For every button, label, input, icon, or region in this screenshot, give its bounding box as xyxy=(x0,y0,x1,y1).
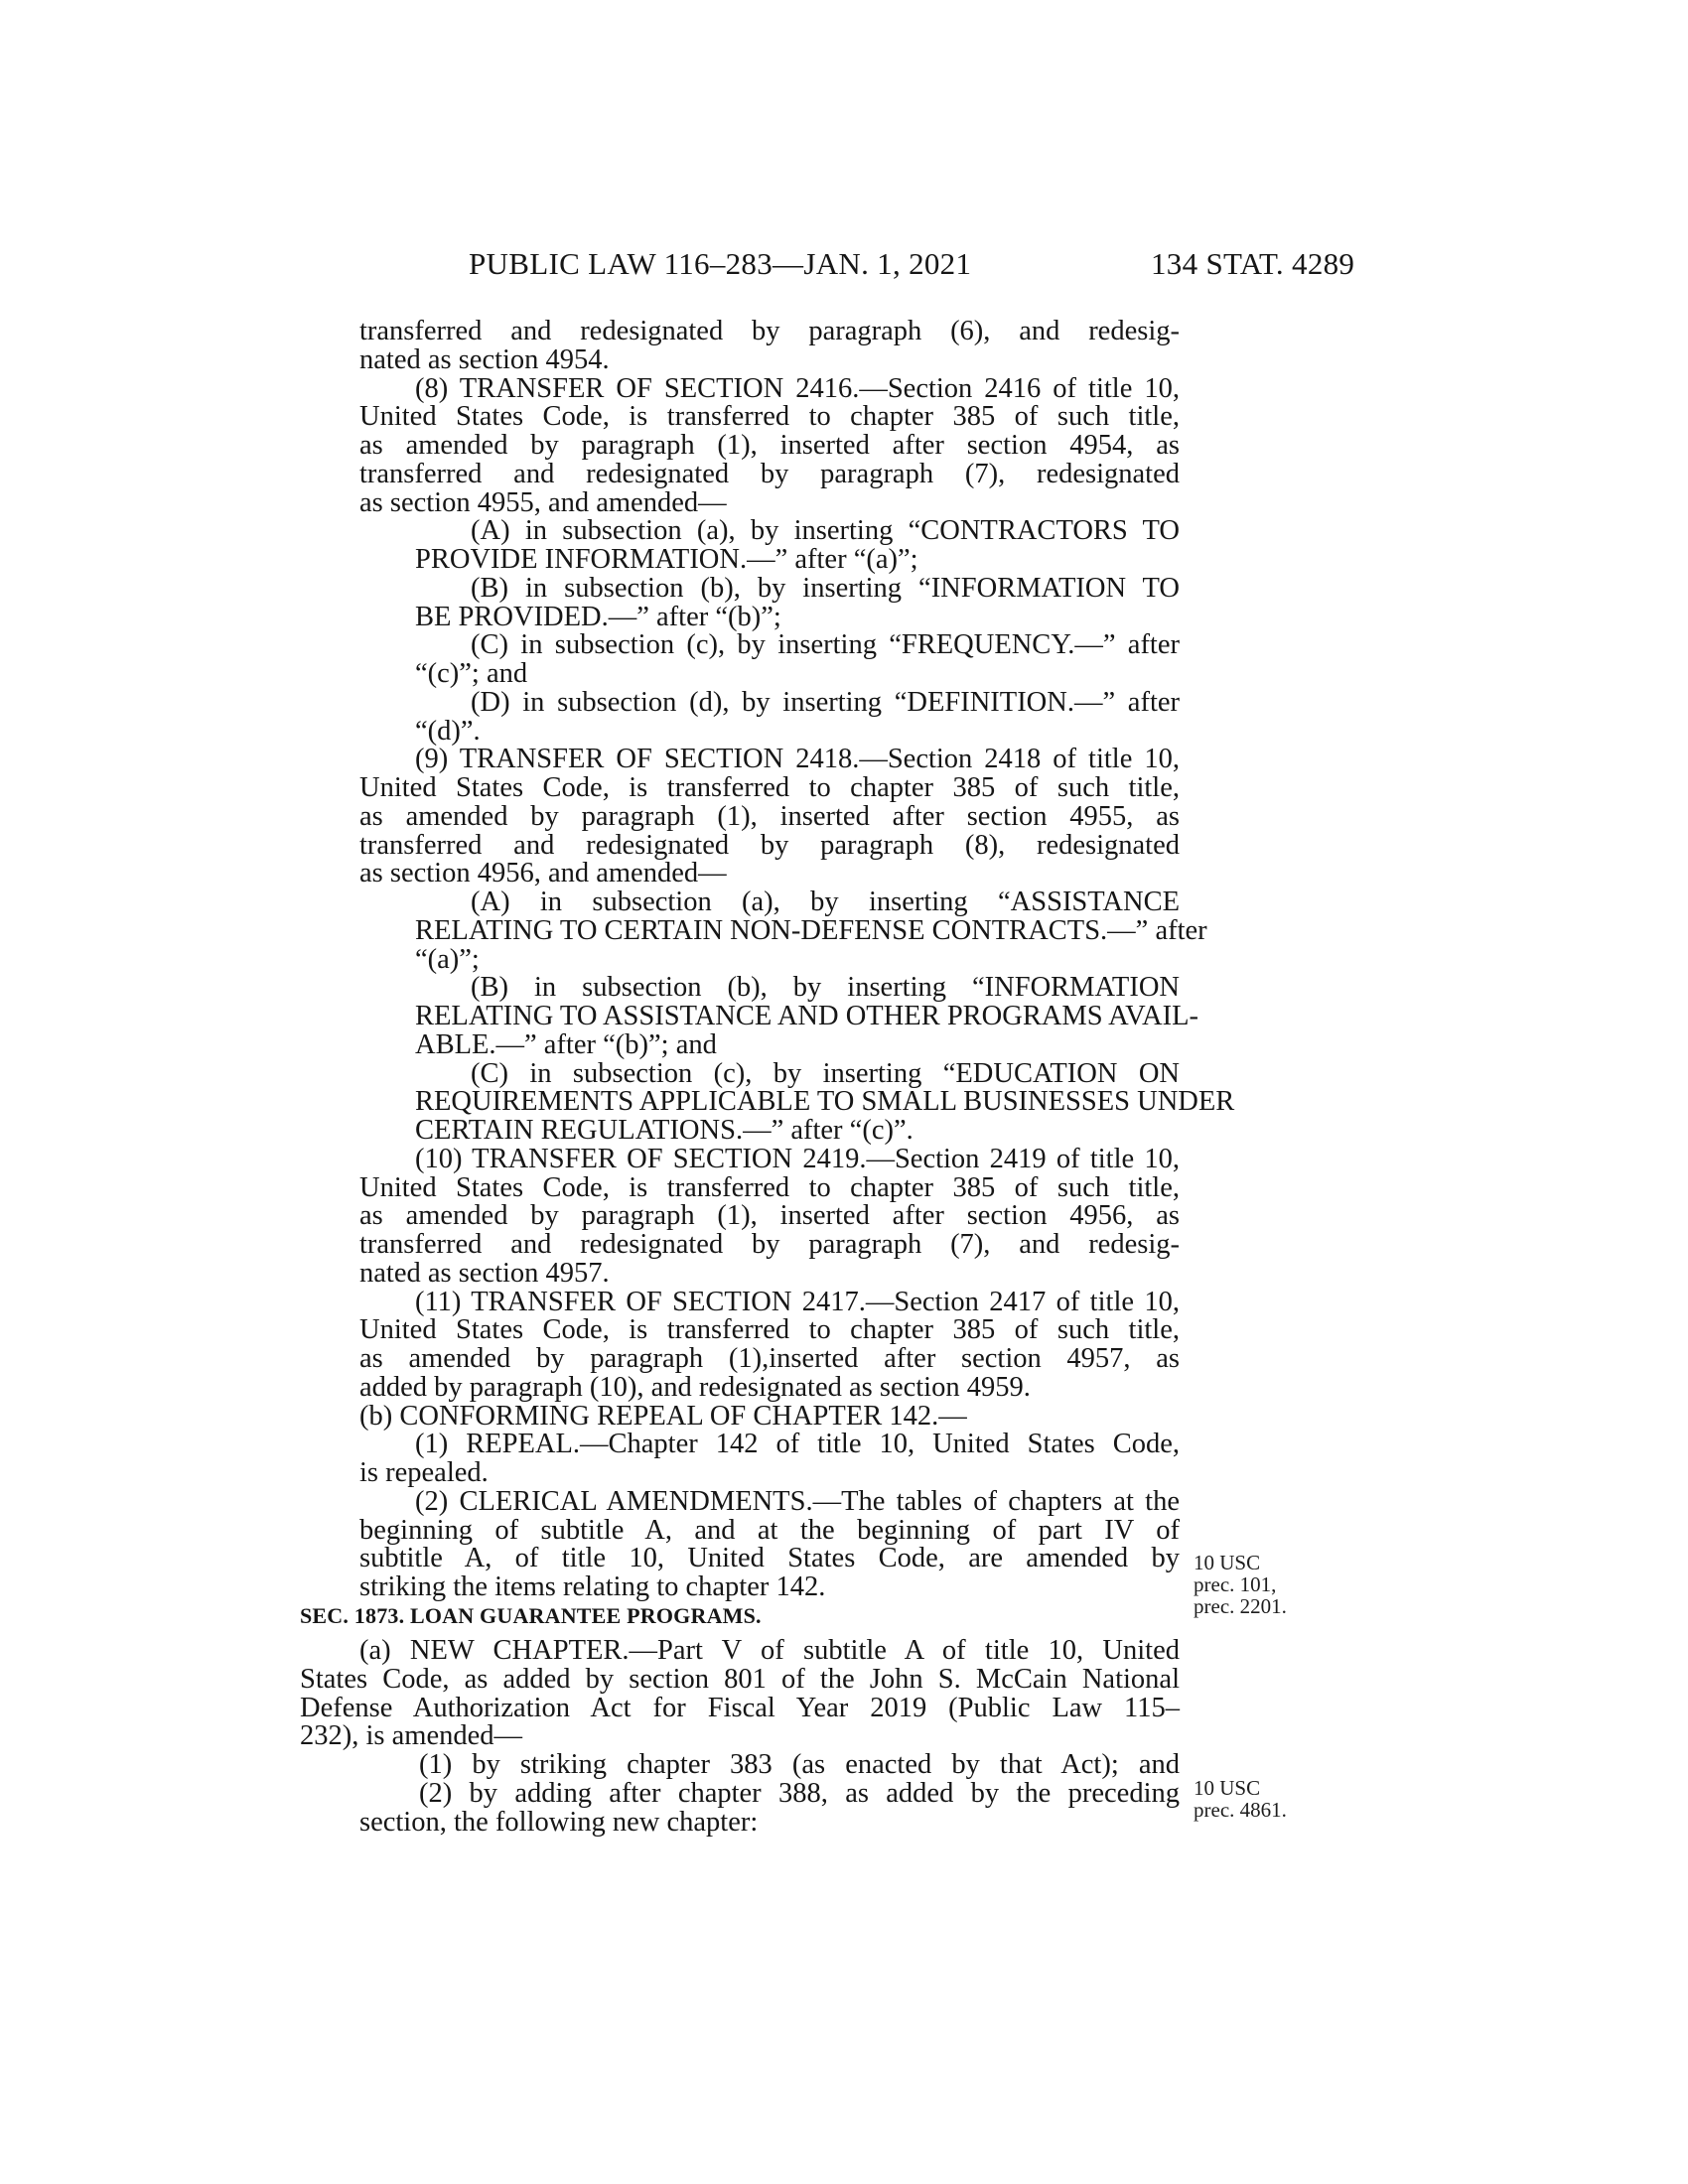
text-line: (8) TRANSFER OF SECTION 2416.—Section 2416 of title 10, xyxy=(415,372,1180,404)
text-line: (2) CLERICAL AMENDMENTS.—The tables of chapters at the xyxy=(415,1485,1180,1517)
text-line: as amended by paragraph (1),inserted after section 4957, as xyxy=(359,1343,1180,1374)
text-line: transferred and redesignated by paragraph (7), and redesig- xyxy=(359,1229,1180,1260)
text-line: transferred and redesignated by paragraph (6), and redesig- xyxy=(359,316,1180,346)
text-line: (B) in subsection (b), by inserting “INFORMATION TO xyxy=(471,572,1180,604)
text-line: CERTAIN REGULATIONS.—” after “(c)”. xyxy=(415,1115,914,1146)
text-line: as amended by paragraph (1), inserted after section 4956, as xyxy=(359,1200,1180,1232)
text-line: (D) in subsection (d), by inserting “DEFINITION.—” after xyxy=(471,686,1180,718)
text-line: (11) TRANSFER OF SECTION 2417.—Section 2417 of title 10, xyxy=(415,1286,1180,1317)
text-line: nated as section 4954. xyxy=(359,343,610,375)
text-line: (b) CONFORMING REPEAL OF CHAPTER 142.— xyxy=(359,1400,967,1432)
text-line: (C) in subsection (c), by inserting “FREQUENCY.—” after xyxy=(471,629,1180,661)
text-line: (1) REPEAL.—Chapter 142 of title 10, United States Code, xyxy=(415,1429,1180,1460)
text-line: is repealed. xyxy=(359,1457,489,1488)
text-line: REQUIREMENTS APPLICABLE TO SMALL BUSINESSES UNDER xyxy=(415,1086,1235,1118)
text-line: (9) TRANSFER OF SECTION 2418.—Section 2418 of title 10, xyxy=(415,744,1180,775)
text-line: transferred and redesignated by paragraph (8), redesignated xyxy=(359,829,1180,861)
margin-note-line: prec. 2201. xyxy=(1194,1594,1287,1618)
text-line: RELATING TO ASSISTANCE AND OTHER PROGRAMS AVAIL- xyxy=(415,1001,1198,1031)
text-line: (1) by striking chapter 383 (as enacted by that Act); and xyxy=(419,1749,1180,1780)
text-line: (2) by adding after chapter 388, as added by the preceding xyxy=(419,1777,1180,1809)
text-line: section, the following new chapter: xyxy=(359,1806,759,1838)
text-line: “(a)”; xyxy=(415,943,480,975)
text-line: PROVIDE INFORMATION.—” after “(a)”; xyxy=(415,544,918,575)
margin-note-citation xyxy=(1194,1777,1287,1821)
text-line: (a) NEW CHAPTER.—Part V of subtitle A of title 10, United xyxy=(359,1635,1180,1666)
margin-note-citation xyxy=(1194,1552,1287,1617)
running-head-page-number: 134 STAT. 4289 xyxy=(1151,246,1355,281)
section-text xyxy=(300,1637,1180,1837)
margin-note-line: prec. 4861. xyxy=(1194,1798,1287,1822)
text-line: striking the items relating to chapter 142. xyxy=(359,1571,826,1602)
text-line: (B) in subsection (b), by inserting “INFORMATION xyxy=(471,972,1180,1004)
margin-note-line: 10 USC xyxy=(1194,1776,1261,1800)
text-line: as amended by paragraph (1), inserted after section 4955, as xyxy=(359,800,1180,832)
text-line: United States Code, is transferred to chapter 385 of such title, xyxy=(359,1171,1180,1203)
text-line: as section 4956, and amended— xyxy=(359,858,727,889)
text-line: (A) in subsection (a), by inserting “CONTRACTORS TO xyxy=(471,515,1180,547)
text-line: (10) TRANSFER OF SECTION 2419.—Section 2419 of title 10, xyxy=(415,1143,1180,1174)
text-line: as amended by paragraph (1), inserted after section 4954, as xyxy=(359,430,1180,461)
text-line: United States Code, is transferred to chapter 385 of such title, xyxy=(359,1314,1180,1346)
text-line: transferred and redesignated by paragraph (7), redesignated xyxy=(359,458,1180,489)
text-line: RELATING TO CERTAIN NON-DEFENSE CONTRACTS.—” after xyxy=(415,914,1207,946)
section-heading: SEC. 1873. LOAN GUARANTEE PROGRAMS. xyxy=(300,1603,762,1628)
text-line: subtitle A, of title 10, United States Code, are amended by xyxy=(359,1543,1180,1574)
text-line: as section 4955, and amended— xyxy=(359,486,727,518)
text-line: beginning of subtitle A, and at the beginning of part IV of xyxy=(359,1514,1180,1546)
text-line: ABLE.—” after “(b)”; and xyxy=(415,1028,717,1060)
text-line: 232), is amended— xyxy=(300,1720,522,1752)
text-line: “(c)”; and xyxy=(415,658,528,689)
text-line: nated as section 4957. xyxy=(359,1257,610,1289)
margin-note-line: prec. 101, xyxy=(1194,1572,1277,1596)
text-line: States Code, as added by section 801 of the John S. McCain National xyxy=(300,1663,1180,1695)
text-line: United States Code, is transferred to chapter 385 of such title, xyxy=(359,401,1180,433)
text-line: (C) in subsection (c), by inserting “EDUCATION ON xyxy=(471,1057,1180,1089)
text-line: added by paragraph (10), and redesignated as section 4959. xyxy=(359,1371,1031,1403)
text-line: (A) in subsection (a), by inserting “ASSISTANCE xyxy=(471,887,1180,917)
running-head-title: PUBLIC LAW 116–283—JAN. 1, 2021 xyxy=(469,246,972,281)
text-line: BE PROVIDED.—” after “(b)”; xyxy=(415,601,781,632)
text-line: United States Code, is transferred to chapter 385 of such title, xyxy=(359,772,1180,803)
text-line: Defense Authorization Act for Fiscal Year 2019 (Public Law 115– xyxy=(300,1692,1180,1723)
text-line: “(d)”. xyxy=(415,715,481,747)
margin-note-line: 10 USC xyxy=(1194,1551,1261,1574)
